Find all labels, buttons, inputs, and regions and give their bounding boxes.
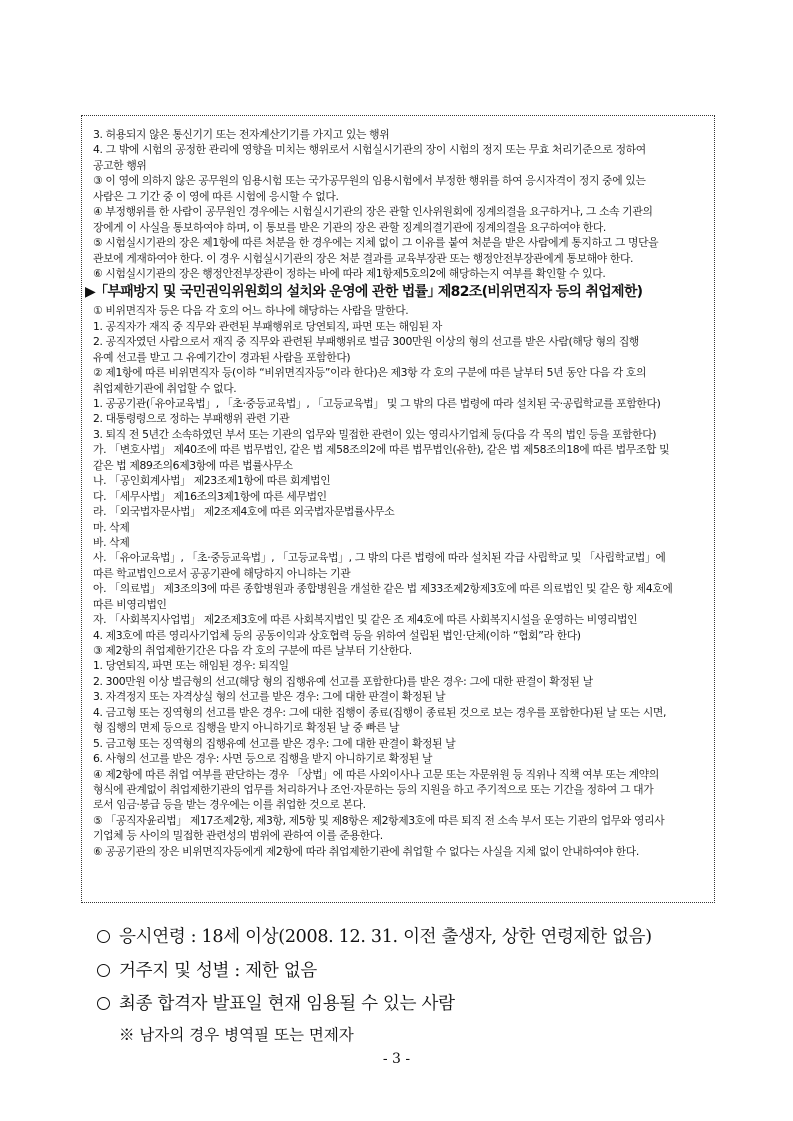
clause-line: 같은 법 제89조의6제3항에 따른 법률사무소 xyxy=(93,458,293,472)
clause-line: ④ 부정행위를 한 사람이 공무원인 경우에는 시험실시기관의 장은 관할 인사위원회에 징계의결을 요구하거나, 그 소속 기관의 xyxy=(93,205,653,219)
clause-line: ③ 이 영에 의하지 않은 공무원의 임용시험 또는 국가공무원의 임용시험에서 부정한 행위를 하여 응시자격이 정지 중에 있는 xyxy=(93,174,646,188)
clause-line: 형 집행의 면제 등으로 집행을 받지 아니하기로 확정된 날 중 빠른 날 xyxy=(93,721,400,735)
clause-line: 4. 그 밖에 시험의 공정한 관리에 영향을 미치는 행위로서 시험실시기관의 장이 시험의 정지 또는 무효 처리기준으로 정하여 xyxy=(93,143,646,157)
exam-misconduct-clauses xyxy=(93,127,703,281)
clause-line: 2. 공직자였던 사람으로서 재직 중 직무와 관련된 부패행위로 벌금 300만원 이상의 형의 선고를 받은 사람(해당 형의 집행 xyxy=(93,335,640,349)
clause-line: 가. 「변호사법」 제40조에 따른 법무법인, 같은 법 제58조의2에 따른 법무법인(유한), 같은 법 제58조의18에 따른 법무조합 및 xyxy=(93,443,670,457)
clause-line: 5. 금고형 또는 징역형의 집행유예 선고를 받은 경우: 그에 대한 판결이 확정된 날 xyxy=(93,736,456,750)
clause-line: ② 제1항에 따른 비위면직자 등(이하 “비위면직자등”이라 한다)은 제3항 각 호의 구분에 따른 날부터 5년 동안 다음 각 호의 xyxy=(93,366,647,380)
clause-line: ⑥ 시험실시기관의 장은 행정안전부장관이 정하는 바에 따라 제1항제5호의2에 해당하는지 여부를 확인할 수 있다. xyxy=(93,266,606,280)
clause-line: 사람은 그 기간 중 이 영에 따른 시험에 응시할 수 없다. xyxy=(93,189,339,203)
clause-line: ④ 제2항에 따른 취업 여부를 판단하는 경우 「상법」에 따른 사외이사나 고문 또는 자문위원 등 직위나 직책 여부 또는 계약의 xyxy=(93,767,659,781)
clause-line: 형식에 관계없이 취업제한기관의 업무를 처리하거나 조언·자문하는 등의 지원을 하고 주기적으로 또는 기간을 정하여 그 대가 xyxy=(93,782,654,796)
clause-line: 4. 금고형 또는 징역형의 선고를 받은 경우: 그에 대한 집행이 종료(집행이 종료된 것으로 보는 경우를 포함한다)된 날 또는 시면, xyxy=(93,705,667,719)
clause-line: 2. 300만원 이상 벌금형의 선고(해당 형의 집행유예 선고를 포함한다)를 받은 경우: 그에 대한 판결이 확정된 날 xyxy=(93,674,593,688)
clause-line: 다. 「세무사법」 제16조의3제1항에 따른 세무법인 xyxy=(93,489,327,503)
requirement-residence-text: 거주지 및 성별 : 제한 없음 xyxy=(119,961,317,981)
circle-bullet-icon xyxy=(97,964,110,977)
clause-line: ③ 제2항의 취업제한기간은 다음 각 호의 구분에 따른 날부터 기산한다. xyxy=(93,644,412,657)
triangle-marker-icon: ▶ xyxy=(85,284,96,301)
clause-line: 따른 비영리법인 xyxy=(93,597,167,611)
clause-line: 6. 사형의 선고를 받은 경우: 사면 등으로 집행을 받지 아니하기로 확정된 날 xyxy=(93,752,433,766)
law-excerpt-box xyxy=(81,115,715,903)
clause-line: 장에게 이 사실을 통보하여야 하며, 이 통보를 받은 기관의 장은 관할 징계의결기관에 징계의결을 요구하여야 한다. xyxy=(93,220,606,234)
law-section-heading xyxy=(85,281,703,303)
requirement-age-text: 응시연령 : 18세 이상(2008. 12. 31. 이전 출생자, 상한 연령제한 없음) xyxy=(119,927,652,947)
clause-line: ⑥ 공공기관의 장은 비위면직자등에게 제2항에 따라 취업제한기관에 취업할 수 없다는 사실을 지체 없이 안내하여야 한다. xyxy=(93,844,639,858)
requirement-appointment-text: 최종 합격자 발표일 현재 임용될 수 있는 사람 xyxy=(119,994,455,1014)
clause-line: 1. 당연퇴직, 파면 또는 해임된 경우: 퇴직일 xyxy=(93,659,289,673)
clause-line: 4. 제3호에 따른 영리사기업체 등의 공동이익과 상호협력 등을 위하여 설립된 법인·단체(이하 “협회”라 한다) xyxy=(93,628,581,642)
requirement-appointment xyxy=(97,990,455,1015)
circle-bullet-icon xyxy=(97,997,110,1010)
clause-line: 유예 선고를 받고 그 유예기간이 경과된 사람을 포함한다) xyxy=(93,350,351,364)
clause-line: 공고한 행위 xyxy=(93,158,147,172)
clause-line: ① 비위면직자 등은 다음 각 호의 어느 하나에 해당하는 사람을 말한다. xyxy=(93,304,409,318)
page-number: - 3 - xyxy=(382,1051,411,1067)
law-excerpt-content xyxy=(85,127,703,859)
clause-line: 3. 자격정지 또는 자격상실 형의 선고를 받은 경우: 그에 대한 판결이 확정된 날 xyxy=(93,690,446,704)
clause-line: 1. 공공기관(「유아교육법」, 「초·중등교육법」, 「고등교육법」 및 그 밖의 다른 법령에 따라 설치된 국·공립학교를 포함한다) xyxy=(93,397,661,410)
circle-bullet-icon xyxy=(97,930,110,943)
requirement-age xyxy=(97,923,652,948)
clause-line: 1. 공직자가 재직 중 직무와 관련된 부패행위로 당연퇴직, 파면 또는 해임된 자 xyxy=(93,319,442,333)
clause-line: ⑤ 시험실시기관의 장은 제1항에 따른 처분을 한 경우에는 지체 없이 그 이유를 붙여 처분을 받은 사람에게 통지하고 그 명단을 xyxy=(93,236,659,250)
clause-line: 아. 「의료법」 제3조의3에 따른 종합병원과 종합병원을 개설한 같은 법 제33조제2항제3호에 따른 의료법인 및 같은 항 제4호에 xyxy=(93,582,673,596)
clause-line: 자. 「사회복지사업법」 제2조제3호에 따른 사회복지법인 및 같은 조 제4호에 따른 사회복지시설을 운영하는 비영리법인 xyxy=(93,613,638,627)
military-service-note: ※ 남자의 경우 병역필 또는 면제자 xyxy=(119,1026,354,1044)
clause-line: 따른 학교법인으로서 공공기관에 해당하지 아니하는 기관 xyxy=(93,566,351,580)
clause-line: 사. 「유아교육법」, 「초·중등교육법」, 「고등교육법」, 그 밖의 다른 법령에 따라 설치된 각급 사립학교 및 「사립학교법」에 xyxy=(93,551,666,565)
clause-line: 라. 「외국법자문사법」 제2조제4호에 따른 외국법자문법률사무소 xyxy=(93,505,395,519)
law-section-title: ｢부패방지 및 국민권익위원회의 설치와 운영에 관한 법률｣ 제82조(비위면직자 등의 취업제한) xyxy=(101,284,643,301)
clause-line: 관보에 게재하여야 한다. 이 경우 시험실시기관의 장은 처분 결과를 교육부장관 또는 행정안전부장관에게 통보해야 한다. xyxy=(93,251,634,265)
clause-line: 3. 허용되지 않은 통신기기 또는 전자계산기기를 가지고 있는 행위 xyxy=(93,128,390,141)
clause-line: 바. 삭제 xyxy=(93,535,130,549)
clause-line: 취업제한기관에 취업할 수 없다. xyxy=(93,381,237,395)
clause-line: 나. 「공인회계사법」 제23조제1항에 따른 회계법인 xyxy=(93,474,331,488)
clause-line: ⑤ 「공직자윤리법」 제17조제2항, 제3항, 제5항 및 제8항은 제2항제3호에 따른 퇴직 전 소속 부서 또는 기관의 업무와 영리사 xyxy=(93,813,665,827)
requirement-residence-gender xyxy=(97,957,317,982)
clause-line: 기업체 등 사이의 밀접한 관련성의 범위에 관하여 이를 준용한다. xyxy=(93,829,383,843)
clause-line: 로서 임금·봉급 등을 받는 경우에는 이를 취업한 것으로 본다. xyxy=(93,798,366,812)
clause-line: 3. 퇴직 전 5년간 소속하였던 부서 또는 기관의 업무와 밀접한 관련이 있는 영리사기업체 등(다음 각 목의 법인 등을 포함한다) xyxy=(93,427,657,441)
employment-restriction-clauses xyxy=(93,303,703,859)
clause-line: 2. 대통령령으로 정하는 부패행위 관련 기관 xyxy=(93,412,290,426)
clause-line: 마. 삭제 xyxy=(93,520,130,534)
